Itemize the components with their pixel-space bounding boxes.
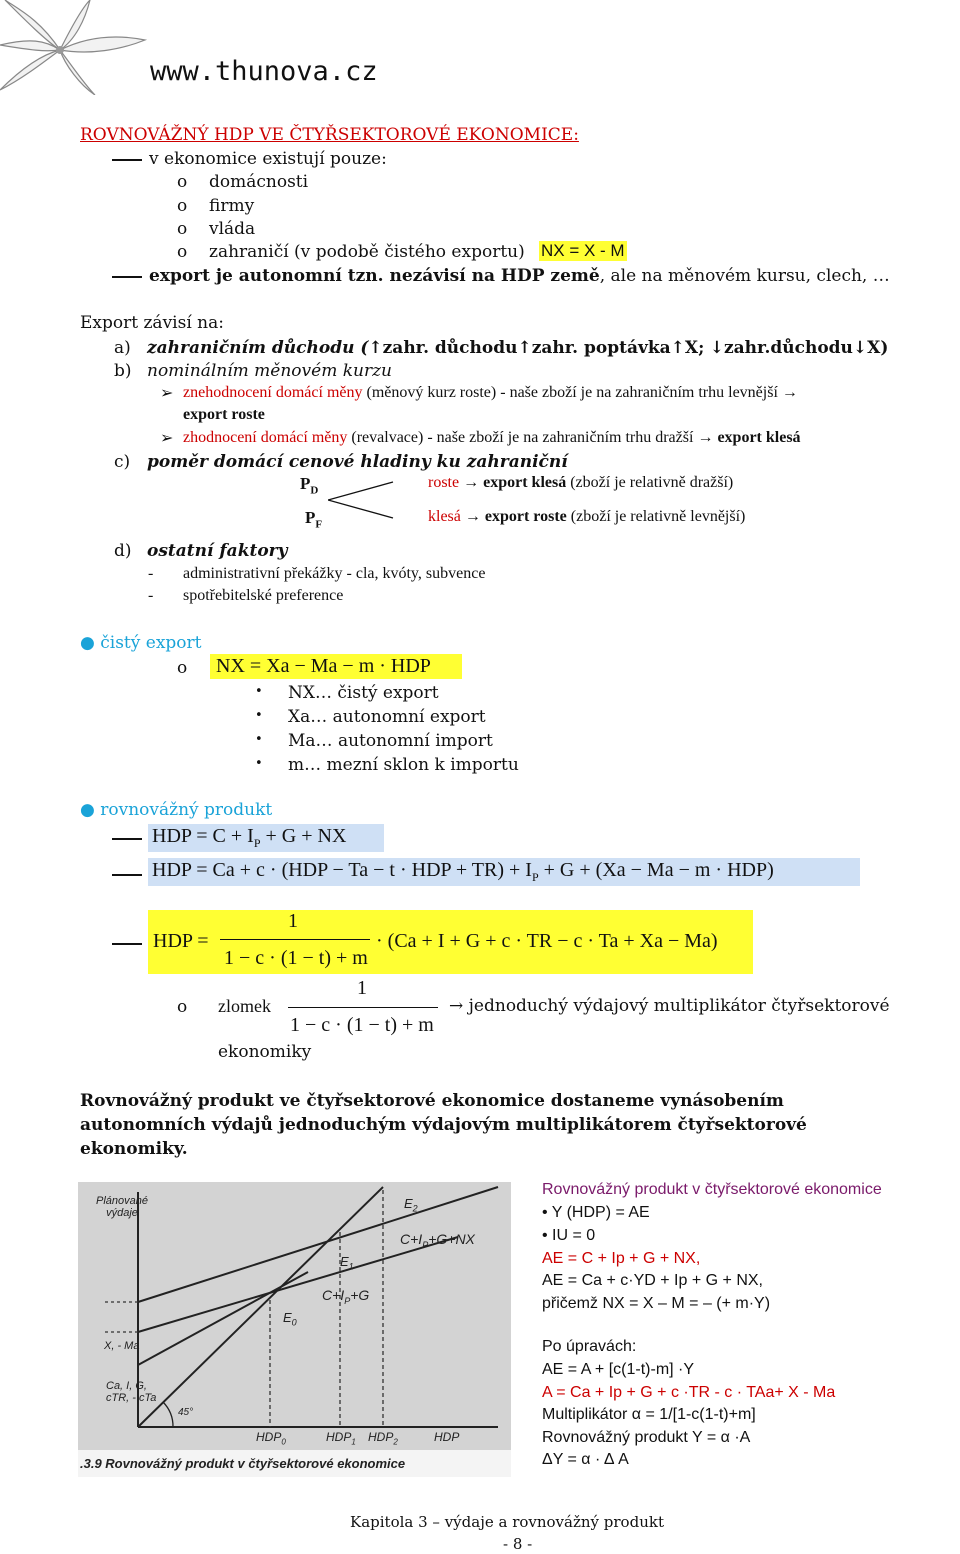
side-l5: přičemž NX = X – M = – (+ m·Y) <box>542 1295 771 1312</box>
m-def: m… mezní sklon k importu <box>288 755 519 775</box>
label-a: a) <box>114 338 131 358</box>
side-l3: AE = C + Ip + G + NX, <box>542 1250 701 1267</box>
side-l4: AE = Ca + c·YD + Ip + G + NX, <box>542 1272 763 1289</box>
right-arrow-icon: → <box>697 429 714 446</box>
sector-item: domácnosti <box>209 172 309 192</box>
sector-bullet: o <box>177 172 188 192</box>
side-l9: Multiplikátor α = 1/[1-c(1-t)+m] <box>542 1406 756 1423</box>
side-l7: AE = A + [c(1-t)-m] ·Y <box>542 1361 695 1378</box>
zlomek-label: zlomek <box>218 996 271 1016</box>
fig-left-label1: X, - Ma <box>104 1340 140 1352</box>
intro-line2: export je autonomní tzn. nezávisí na HDP země, ale na měnovém kursu, clech, … <box>149 266 890 286</box>
fig-y-label: Plánované výdaje <box>96 1195 148 1219</box>
fig-hdp0: $HDP_0$ <box>256 1430 286 1447</box>
footer-chapter: Kapitola 3 – výdaje a rovnovážný produkt <box>350 1513 664 1531</box>
depends-c: poměr domácí cenové hladiny ku zahraniční <box>147 452 568 472</box>
pd-label: $P_D$ <box>300 474 319 497</box>
depends-b2: zhodnocení domácí měny (revalvace) - naše zboží je na zahraničním trhu dražší → export klesá <box>183 429 801 446</box>
arrow-bullet-icon: ➢ <box>160 385 174 402</box>
hyphen-bullet: - <box>148 587 154 604</box>
label-d: d) <box>114 541 132 561</box>
fig-e0: $E_0$ <box>283 1310 297 1328</box>
ma-def: Ma… autonomní import <box>288 731 493 751</box>
sector-item: zahraničí (v podobě čistého exportu) <box>209 242 525 262</box>
eq3-fraction-bar <box>220 939 370 940</box>
up-arrow-icon: ↑ <box>670 338 685 358</box>
zlomek-bullet: o <box>177 997 188 1017</box>
sector-bullet: o <box>177 242 188 262</box>
side-l2: • IU = 0 <box>542 1227 596 1244</box>
sector-bullet: o <box>177 219 188 239</box>
side-l10: Rovnovážný produkt Y = α ·A <box>542 1429 751 1446</box>
fig-e2: $E_2$ <box>404 1196 418 1214</box>
hyphen-bullet: - <box>148 565 154 582</box>
depends-d: ostatní faktory <box>147 541 288 561</box>
c-fall: klesá → export roste (zboží je relativně levnější) <box>428 508 746 525</box>
fig-line-mid: $C+I_P+G$ <box>322 1287 370 1306</box>
fig-e1: $E_1$ <box>340 1254 354 1272</box>
bullet-dot-icon: ● <box>80 633 95 653</box>
dash-bullet <box>112 874 142 876</box>
bullet-dot-icon: • <box>255 732 263 747</box>
net-export-heading: ● čistý export <box>80 633 202 653</box>
bullet-dot-icon: ● <box>80 800 95 820</box>
up-arrow-icon: ↑ <box>517 338 532 358</box>
fig-hdp-axis: HDP <box>434 1430 460 1444</box>
fig-caption: .3.9 Rovnovážný produkt v čtyřsektorové ekonomice <box>80 1456 406 1471</box>
dash-bullet <box>112 159 142 161</box>
depends-b1c: export roste <box>183 406 265 423</box>
eq1: HDP = $C + I_P + G$ + NX <box>148 824 384 852</box>
fig-angle: 45° <box>178 1407 194 1418</box>
right-arrow-icon: → <box>449 996 464 1016</box>
c-rise: roste → export klesá (zboží je relativně dražší) <box>428 474 734 491</box>
sector-item: firmy <box>209 196 255 216</box>
sector-bullet: o <box>177 196 188 216</box>
bullet-dot-icon: • <box>255 708 263 723</box>
side-l11: ΔY = α · Δ A <box>542 1451 629 1468</box>
side-title: Rovnovážný produkt v čtyřsektorové ekonomice <box>542 1181 882 1198</box>
formula-bullet: o <box>177 658 188 678</box>
nx-formula: NX = X - M <box>541 241 625 260</box>
right-arrow-icon: → <box>463 474 480 491</box>
label-c: c) <box>114 452 131 472</box>
zlomek-fraction-bar <box>288 1007 438 1008</box>
pf-label: $P_F$ <box>305 508 323 531</box>
page-title: ROVNOVÁŽNÝ HDP VE ČTYŘSEKTOROVÉ EKONOMICE: <box>80 125 579 145</box>
depends-d1: administrativní překážky - cla, kvóty, subvence <box>183 565 486 582</box>
dash-bullet <box>112 943 142 945</box>
sector-item: vláda <box>209 219 256 239</box>
depends-heading: Export závisí na: <box>80 313 224 333</box>
down-arrow-icon: ↓ <box>852 338 868 358</box>
zlomek-text2: ekonomiky <box>218 1042 312 1062</box>
side-l6: Po úpravách: <box>542 1338 637 1355</box>
arrow-bullet-icon: ➢ <box>160 430 174 447</box>
depends-b1: znehodnocení domácí měny (měnový kurz roste) - naše zboží je na zahraničním trhu levnější → <box>183 384 798 401</box>
eq2: HDP = Ca + c · (HDP − Ta − t · HDP + $TR) + I_P + G + (Xa - Ma - m \cdot HDP)$ <box>148 858 860 886</box>
zlomek-numerator: 1 <box>357 977 367 999</box>
eq3-numerator: 1 <box>288 910 298 932</box>
bullet-dot-icon: • <box>255 756 263 771</box>
depends-a: zahraničním důchodu (↑zahr. důchodu↑zahr. poptávka↑X; ↓zahr.důchodu↓X) <box>147 338 889 358</box>
fig-hdp2: $HDP_2$ <box>368 1430 398 1447</box>
dash-bullet <box>112 276 142 278</box>
down-arrow-icon: ↓ <box>709 338 725 358</box>
conclusion: Rovnovážný produkt ve čtyřsektorové ekonomice dostaneme vynásobením autonomních výdajů jednoduchým výdajovým multiplikátorem čtyřsektorové ekonomiky. <box>80 1091 807 1159</box>
fig-hdp1: $HDP_1$ <box>326 1430 356 1447</box>
equilibrium-heading: ● rovnovážný produkt <box>80 800 273 820</box>
fig-line-top: $C+I_P+G+NX$ <box>400 1231 475 1250</box>
nx-equation: NX = Xa − Ma − m · HDP <box>210 654 462 679</box>
flower-logo <box>0 0 150 95</box>
nx-def: NX… čistý export <box>288 683 439 703</box>
side-l8: A = Ca + Ip + G + c ·TR - c · TAa+ X - Ma <box>542 1384 836 1401</box>
eq3-rhs: · (Ca + I + G + c · TR − c · Ta + Xa − Ma) <box>376 930 718 952</box>
ratio-branch-arrows <box>328 478 428 523</box>
right-arrow-icon: → <box>464 508 481 525</box>
eq3-denominator: 1 − c · (1 − t) + m <box>224 947 368 969</box>
depends-d2: spotřebitelské preference <box>183 587 344 604</box>
fig-left-label2: Ca, I, G, cTR, - cTa <box>106 1380 157 1404</box>
label-b: b) <box>114 361 132 381</box>
footer-page: - 8 - <box>503 1535 533 1553</box>
intro-line1: v ekonomice existují pouze: <box>149 149 387 169</box>
eq3-lhs: HDP = <box>153 930 209 952</box>
xa-def: Xa… autonomní export <box>288 707 486 727</box>
zlomek-denominator: 1 − c · (1 − t) + m <box>290 1014 434 1036</box>
site-url[interactable]: www.thunova.cz <box>150 56 378 87</box>
dash-bullet <box>112 838 142 840</box>
zlomek-text: → jednoduchý výdajový multiplikátor čtyřsektorové <box>449 996 890 1016</box>
depends-b: nominálním měnovém kurzu <box>147 361 393 381</box>
side-l1: • Y (HDP) = AE <box>542 1204 650 1221</box>
right-arrow-icon: → <box>781 384 798 401</box>
up-arrow-icon: ↑ <box>368 338 383 358</box>
bullet-dot-icon: • <box>255 684 263 699</box>
